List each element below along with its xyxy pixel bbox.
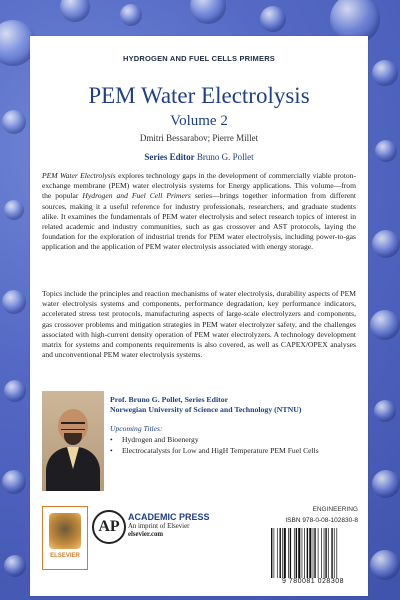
publisher-url[interactable]: elsevier.com: [128, 531, 164, 538]
editor-photo: [42, 391, 104, 491]
editor-bio-affiliation: Norwegian University of Science and Technology (NTNU): [110, 405, 302, 414]
upcoming-titles-list: [110, 435, 360, 456]
description-text-b: series—brings together information from different sources, making it a useful reference for industry professionals, researchers, and graduate students alike. It examines the fundamentals of PEM water electrolysis and select research topics of interest in related academic and industry communities, such as gas crossover and AST protocols, laying the foundation for the exploration of industrial trends for PEM water electrolysis, including power-to-gas application and the application of PEM water electrolysis associated with energy storage.: [42, 191, 357, 252]
barcode-bar: [313, 528, 314, 578]
description-series-italic: Hydrogen and Fuel Cell Primers: [82, 191, 191, 201]
isbn-block: [262, 506, 358, 524]
barcode-bar: [294, 528, 295, 578]
bubble: [372, 60, 398, 86]
barcode-bar: [298, 528, 300, 578]
elsevier-logo: [42, 506, 88, 570]
editor-bio: [110, 395, 360, 415]
bubble: [370, 550, 400, 580]
barcode-bar: [325, 528, 326, 578]
description-title-italic: PEM Water Electrolysis: [42, 171, 116, 180]
publisher-name: ACADEMIC PRESS: [128, 512, 210, 522]
barcode-bar: [290, 528, 291, 578]
bubble: [260, 6, 286, 32]
bubble: [372, 230, 400, 258]
barcode-bar: [271, 528, 272, 578]
barcode-bar: [288, 528, 289, 578]
barcode-bar: [277, 528, 278, 578]
bubble: [370, 310, 400, 340]
editor-bio-name: Prof. Bruno G. Pollet, Series Editor: [110, 395, 229, 404]
list-item: • Hydrogen and Bioenergy: [110, 435, 360, 446]
bubble: [2, 290, 26, 314]
barcode-bar: [280, 528, 281, 578]
barcode-bar: [318, 528, 319, 578]
series-editor-name: Bruno G. Pollet: [196, 152, 254, 162]
barcode: [270, 528, 358, 578]
barcode-number: 9 780081 028308: [282, 578, 344, 585]
elsevier-tree-icon: [49, 513, 81, 549]
barcode-bar: [304, 528, 305, 578]
bubble: [120, 4, 142, 26]
bubble: [2, 110, 26, 134]
description-paragraph-1: [42, 171, 356, 253]
category-label: ENGINEERING: [312, 506, 358, 513]
barcode-bar: [274, 528, 275, 578]
barcode-bar: [321, 528, 322, 578]
barcode-bar: [336, 528, 337, 578]
series-editor-label: Series Editor: [144, 152, 195, 162]
bubble: [4, 380, 26, 402]
description-text-a: explores technology gaps in the development of commercially viable proton-exchange membrane (PEM) water electrolysis systems for Energy applications. This volume—from the popular: [42, 171, 356, 201]
publisher-info: [128, 512, 248, 538]
barcode-bar: [284, 528, 286, 578]
series-heading: HYDROGEN AND FUEL CELLS PRIMERS: [122, 54, 276, 63]
barcode-bar: [302, 528, 303, 578]
barcode-bar: [309, 528, 311, 578]
series-editor: [30, 152, 368, 162]
barcode-bar: [296, 528, 297, 578]
isbn-number: ISBN 978-0-08-102830-8: [285, 517, 358, 524]
bubble: [2, 470, 26, 494]
bubble: [4, 200, 24, 220]
barcode-bar: [324, 528, 325, 578]
barcode-bar: [331, 528, 332, 578]
academic-press-logo: AP: [92, 510, 126, 544]
elsevier-wordmark: ELSEVIER: [50, 553, 80, 559]
barcode-bar: [328, 528, 329, 578]
upcoming-titles-label: Upcoming Titles:: [110, 424, 163, 433]
volume-label: Volume 2: [170, 113, 228, 129]
bubble: [374, 400, 396, 422]
barcode-bar: [334, 528, 335, 578]
barcode-bar: [314, 528, 315, 578]
authors: Dmitri Bessarabov; Pierre Millet: [139, 133, 259, 143]
bubble: [372, 470, 400, 498]
publisher-imprint: An imprint of Elsevier: [128, 523, 190, 530]
back-cover-panel: [30, 36, 368, 596]
book-title: PEM Water Electrolysis: [88, 83, 310, 108]
list-item: • Electrocatalysts for Low and HigH Temperature PEM Fuel Cells: [110, 446, 360, 457]
description-paragraph-2: Topics include the principles and reaction mechanisms of water electrolysis, durability aspects of PEM water electrolysis systems and components, performance degradation, key performance indicators, accelerated stress test protocols, manufacturing aspects of large-scale electrolyzers and components, gas crossover problems and mitigation strategies in PEM water electrolyzer safety, and the challenges associated with high-current density operation of PEM water electrolyzers. A technology development matrix for systems and components requirements is also covered, as well as CAPEX/OPEX analyses and unconventional PEM water electrolysis systems.: [42, 289, 356, 360]
barcode-bar: [307, 528, 308, 578]
barcode-bar: [282, 528, 283, 578]
bubble: [375, 140, 397, 162]
bubble: [4, 555, 26, 577]
bubble: [190, 0, 226, 24]
bubble: [60, 0, 90, 22]
